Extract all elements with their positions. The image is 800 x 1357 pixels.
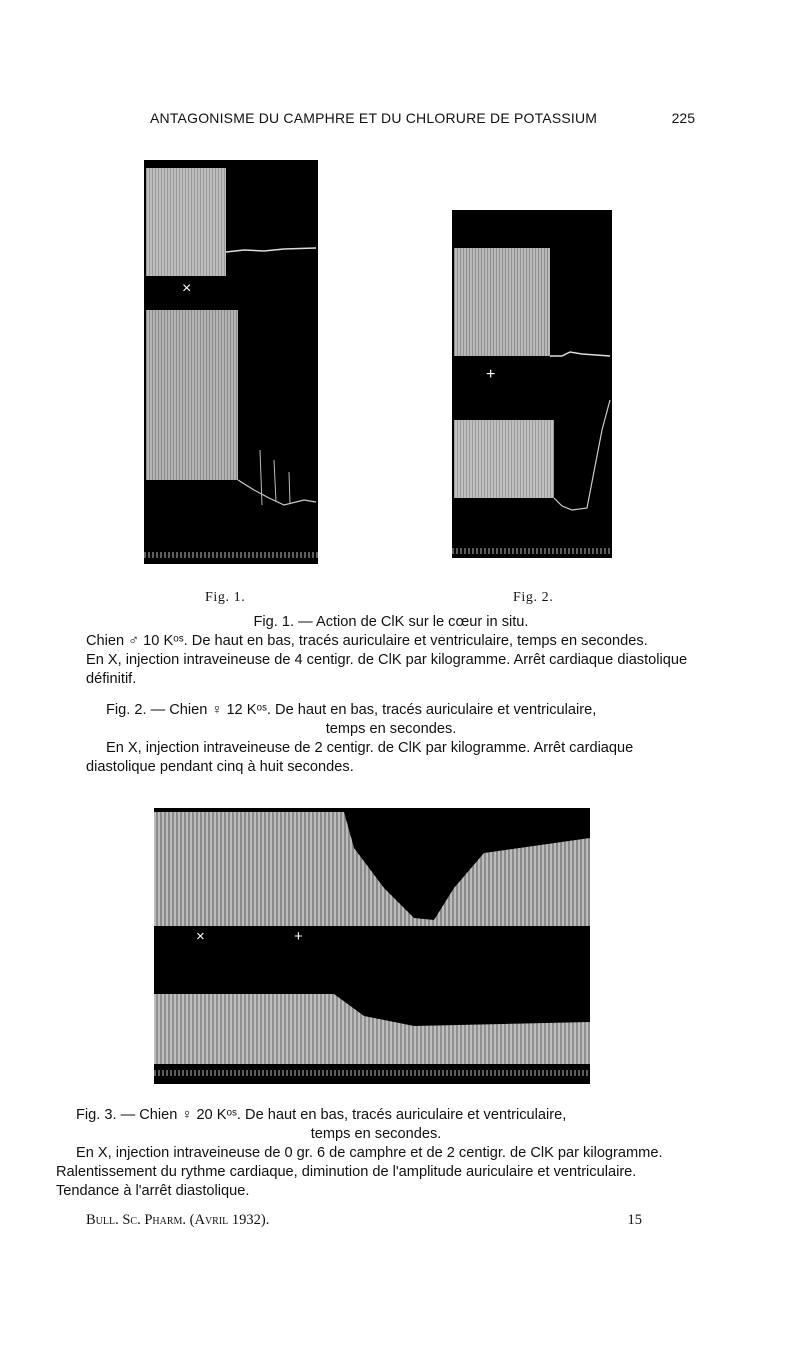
page-number: 225	[671, 110, 695, 126]
page-footer	[86, 1212, 642, 1234]
figure-1-label: Fig. 1.	[205, 590, 246, 605]
figure-1-caption-line2: En X, injection intraveineuse de 4 centigr. de ClK par kilogramme. Arrêt cardiaque diastolique définitif.	[86, 652, 688, 687]
figure-3-trace	[154, 808, 590, 1084]
figure-2-graphic	[452, 210, 612, 558]
figure-3-graphic	[154, 808, 590, 1084]
figure-3-caption-line1: Fig. 3. — Chien ♀ 20 Kᵒˢ. De haut en bas, tracés auriculaire et ventriculaire,	[76, 1107, 567, 1123]
figure-2-label: Fig. 2.	[513, 590, 554, 605]
figure-3-caption-line1b: temps en secondes.	[310, 1126, 442, 1142]
figure-3-injection-marker-1: ×	[196, 928, 205, 945]
figure-1-trace	[144, 160, 318, 564]
figure-1-graphic	[144, 160, 318, 564]
figure-2-caption	[86, 701, 696, 777]
figure-2-trace	[452, 210, 612, 558]
figure-1-caption-line1: Chien ♂ 10 Kᵒˢ. De haut en bas, tracés auriculaire et ventriculaire, temps en secondes.	[86, 633, 648, 649]
figure-2-caption-line1: Fig. 2. — Chien ♀ 12 Kᵒˢ. De haut en bas, tracés auriculaire et ventriculaire,	[106, 702, 597, 718]
figure-1-injection-marker: ×	[182, 280, 192, 297]
figure-3-caption-line2: En X, injection intraveineuse de 0 gr. 6 de camphre et de 2 centigr. de ClK par kilogramme. Ralentissement du rythme cardiaque, diminution de l'amplitude auriculaire et ventriculaire. Tendance à l'arrêt diastolique.	[56, 1145, 663, 1199]
figure-1-caption-title: Fig. 1. — Action de ClK sur le cœur in situ.	[253, 614, 529, 630]
journal-citation: Bull. Sc. Pharm. (Avril 1932).	[86, 1212, 270, 1228]
figure-2-caption-line1b: temps en secondes.	[325, 721, 457, 737]
figure-3-caption	[56, 1106, 696, 1201]
figure-2-injection-marker: +	[486, 366, 496, 383]
running-title: ANTAGONISME DU CAMPHRE ET DU CHLORURE DE POTASSIUM	[150, 110, 598, 126]
signature-mark: 15	[627, 1212, 642, 1228]
figure-1-caption	[86, 613, 696, 689]
figure-3-injection-marker-2: +	[294, 928, 303, 945]
running-header	[150, 110, 695, 132]
figure-2-caption-line2: En X, injection intraveineuse de 2 centigr. de ClK par kilogramme. Arrêt cardiaque diastolique pendant cinq à huit secondes.	[86, 740, 634, 775]
